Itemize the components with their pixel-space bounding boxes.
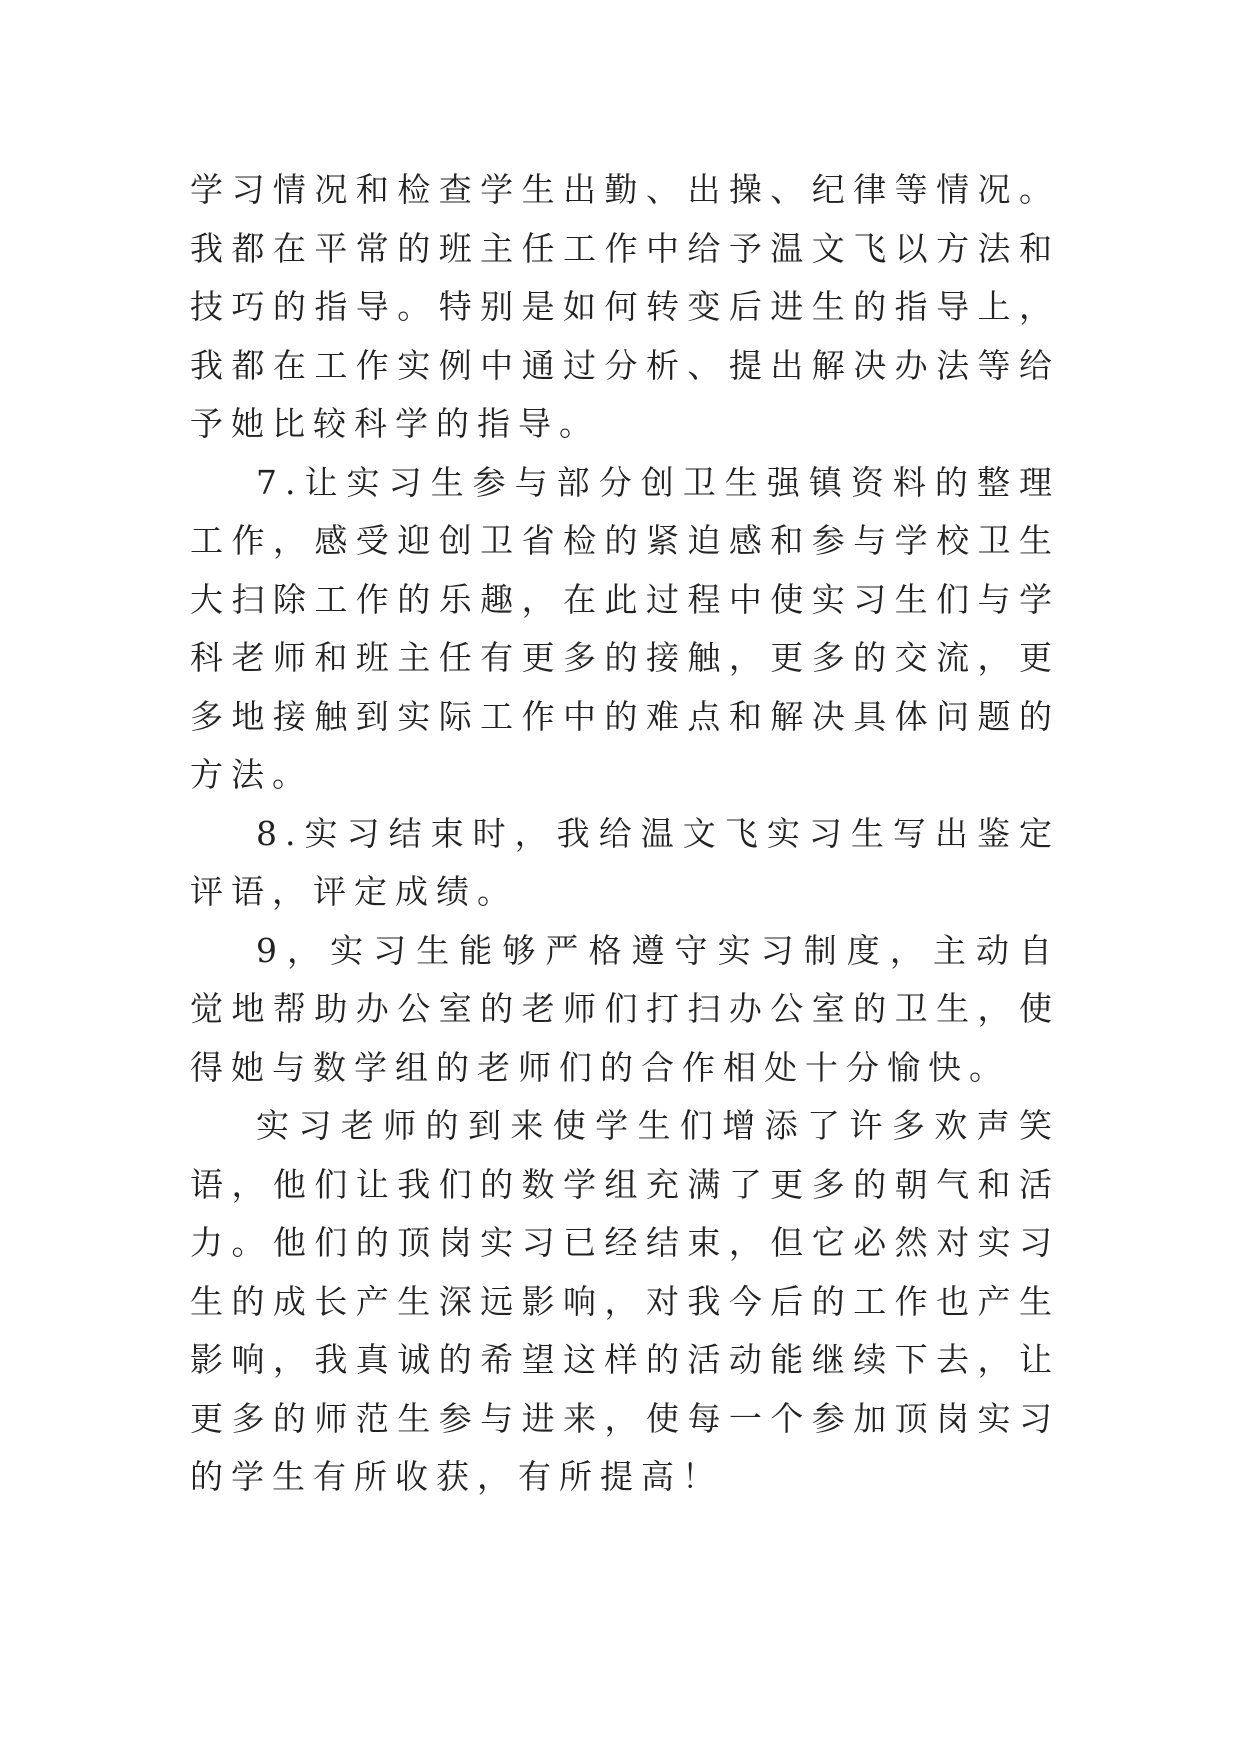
paragraph-conclusion: 实习老师的到来使学生们增添了许多欢声笑语，他们让我们的数学组充满了更多的朝气和活力。他们的顶岗实习已经结束，但它必然对实习生的成长产生深远影响，对我今后的工作也产生影响，我真诚的希望这样的活动能继续下去，让更多的师范生参与进来，使每一个参加顶岗实习的学生有所收获，有所提高！ [190, 1106, 1060, 1496]
paragraph-item-7: 7.让实习生参与部分创卫生强镇资料的整理工作，感受迎创卫省检的紧迫感和参与学校卫生大扫除工作的乐趣，在此过程中使实习生们与学科老师和班主任有更多的接触，更多的交流，更多地接触到实际工作中的难点和解决具体问题的方法。 [190, 462, 1060, 794]
paragraph-item-8: 8.实习结束时，我给温文飞实习生写出鉴定评语，评定成绩。 [190, 813, 1060, 911]
paragraph-item-9: 9，实习生能够严格遵守实习制度，主动自觉地帮助办公室的老师们打扫办公室的卫生，使得她与数学组的老师们的合作相处十分愉快。 [190, 930, 1060, 1087]
document-body [190, 161, 1060, 1507]
paragraph-continuation: 学习情况和检查学生出勤、出操、纪律等情况。我都在平常的班主任工作中给予温文飞以方法和技巧的指导。特别是如何转变后进生的指导上，我都在工作实例中通过分析、提出解决办法等给予她比较科学的指导。 [190, 170, 1060, 443]
